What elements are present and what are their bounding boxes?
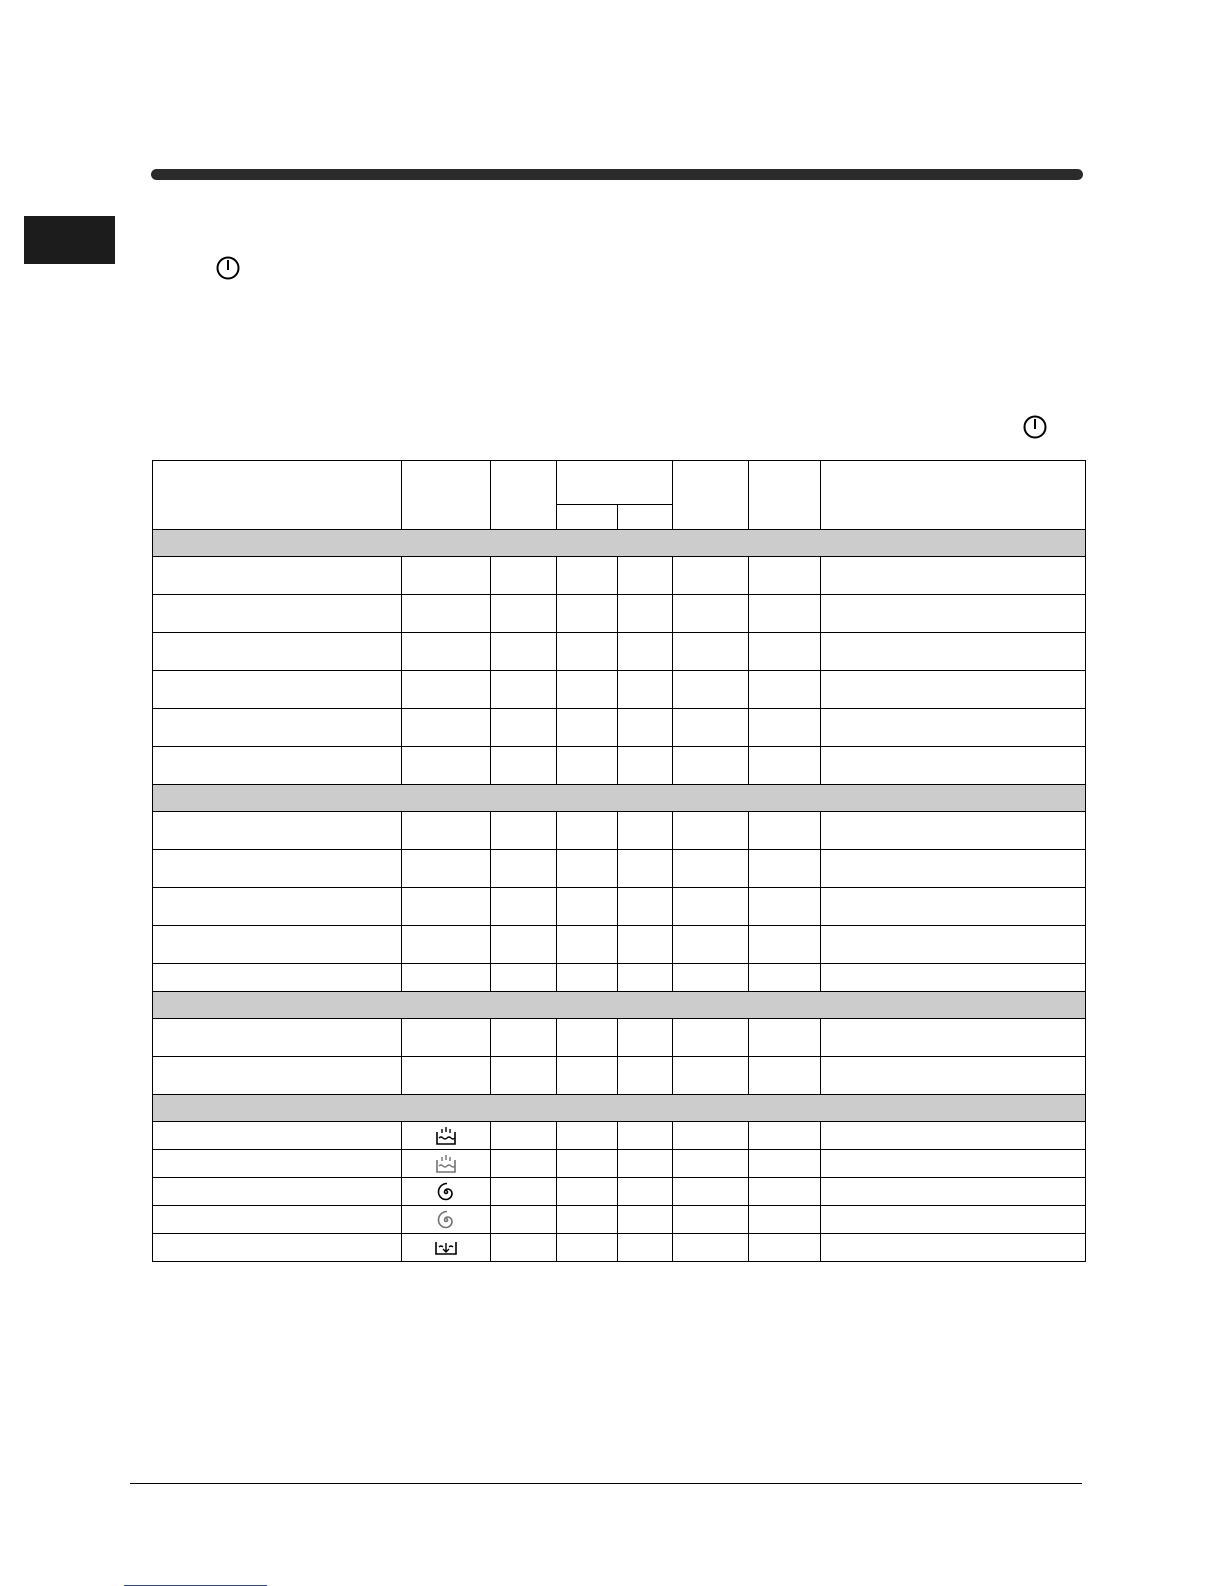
power-icon xyxy=(1022,414,1048,440)
header-load xyxy=(673,461,749,530)
table-row xyxy=(153,671,1086,709)
table-row xyxy=(153,709,1086,747)
table-group-row xyxy=(153,530,1086,557)
table-row xyxy=(153,747,1086,785)
header-symbol xyxy=(402,461,491,530)
power-icon xyxy=(215,255,241,281)
table-row xyxy=(153,595,1086,633)
spin-delicate-icon xyxy=(436,1210,456,1230)
table-row xyxy=(153,850,1086,888)
table-row xyxy=(153,1178,1086,1206)
header-detergents xyxy=(557,461,673,505)
table-row xyxy=(153,926,1086,964)
table-group-row xyxy=(153,992,1086,1019)
header-temperature xyxy=(491,461,557,530)
table-row xyxy=(153,964,1086,992)
header-duration xyxy=(749,461,821,530)
footer-rule xyxy=(130,1483,1082,1484)
header-softener xyxy=(618,505,673,530)
table-row xyxy=(153,812,1086,850)
table-row xyxy=(153,1234,1086,1262)
table-row xyxy=(153,888,1086,926)
drain-icon xyxy=(434,1238,458,1258)
spin-icon xyxy=(436,1182,456,1202)
language-tab xyxy=(24,216,115,264)
table-row xyxy=(153,1206,1086,1234)
rinse-icon xyxy=(435,1126,457,1146)
programmes-table xyxy=(152,460,1086,1262)
table-row xyxy=(153,1122,1086,1150)
header-programme xyxy=(153,461,402,530)
table-row xyxy=(153,1150,1086,1178)
table-row xyxy=(153,557,1086,595)
header-wash xyxy=(557,505,618,530)
table-row xyxy=(153,633,1086,671)
table-row xyxy=(153,1057,1086,1095)
table-group-row xyxy=(153,1095,1086,1122)
table-group-row xyxy=(153,785,1086,812)
header-description xyxy=(821,461,1086,530)
table-row xyxy=(153,1019,1086,1057)
table-header-row xyxy=(153,461,1086,505)
rinse-delicate-icon xyxy=(435,1154,457,1174)
section-title-bar xyxy=(151,169,1083,180)
